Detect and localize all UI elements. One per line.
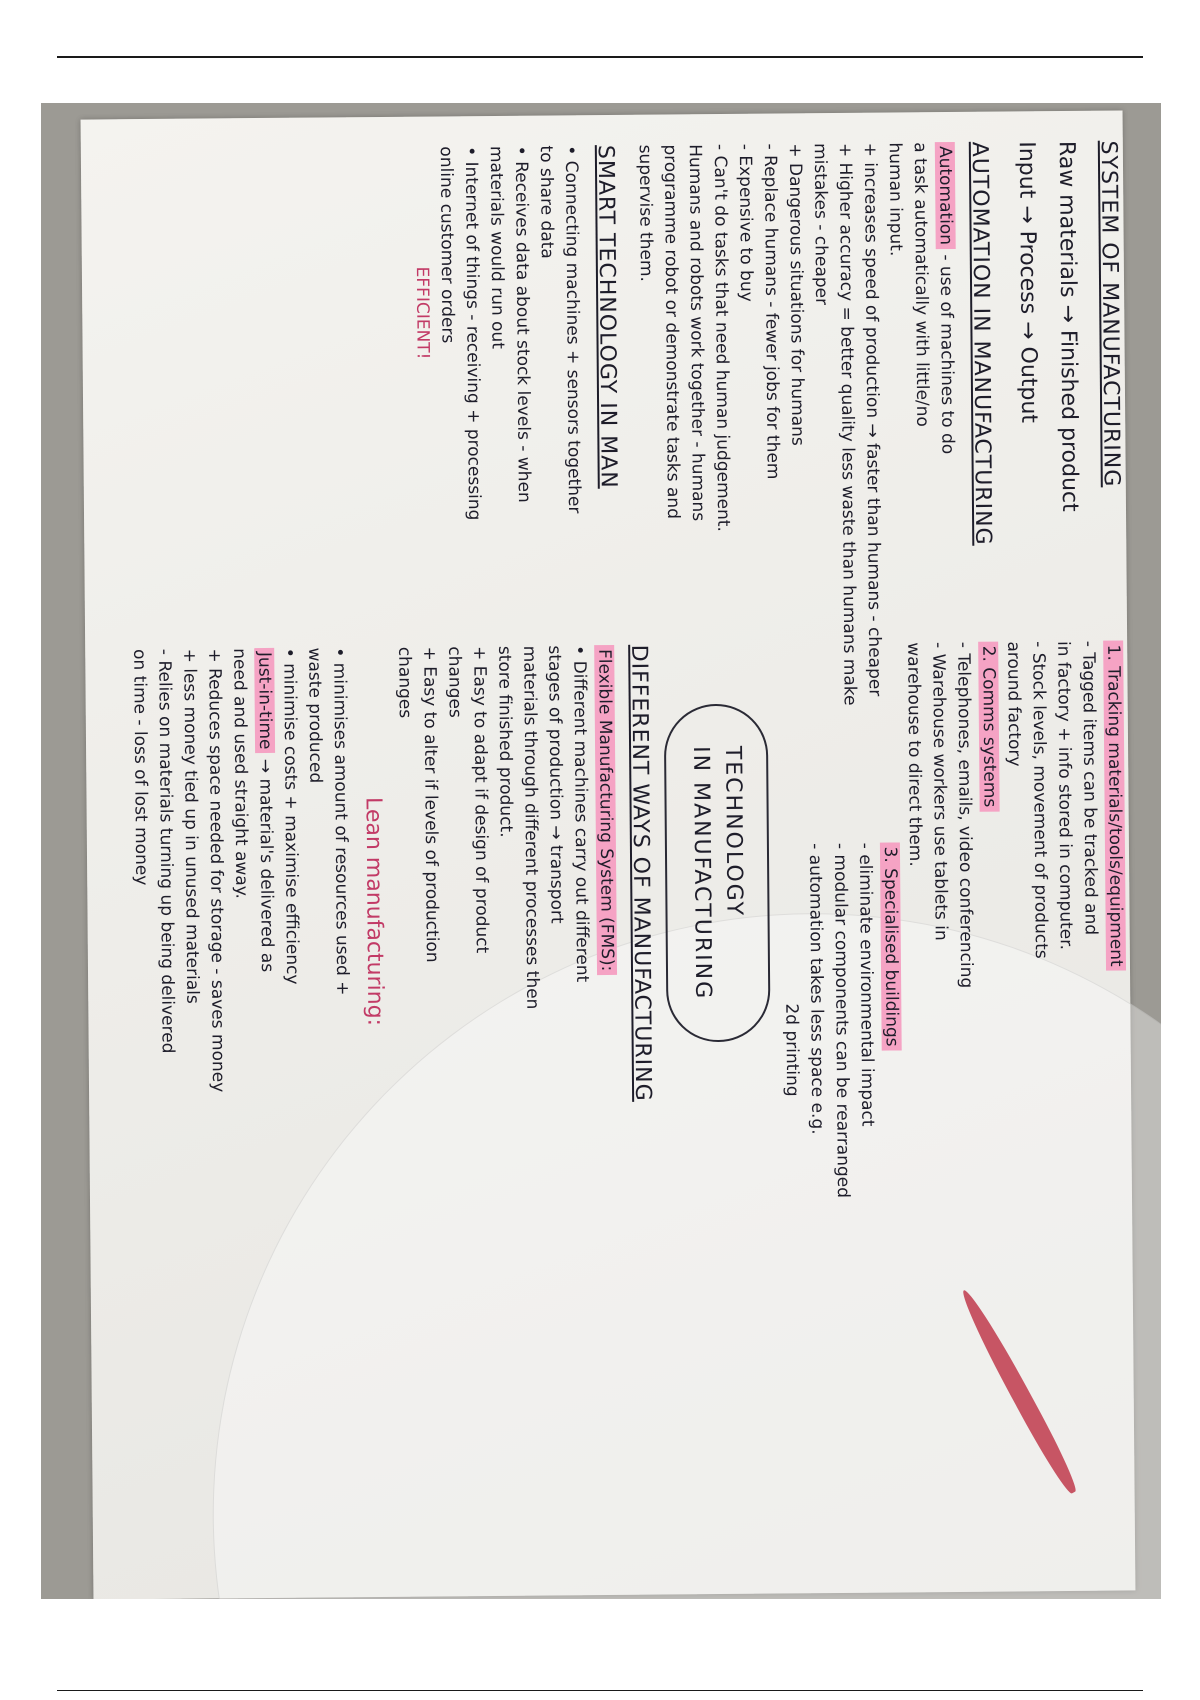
fms-line: changes xyxy=(444,646,465,718)
jit-heading xyxy=(251,648,281,1168)
automation-line: programme robot or demonstrate tasks and xyxy=(659,144,684,520)
automation-line: - Can't do tasks that need human judgement. xyxy=(709,143,734,532)
automation-line: + increases speed of production → faster than humans - cheaper xyxy=(859,142,885,697)
automation-def-text: - use of machines to do xyxy=(935,248,958,455)
jit-line: need and used straight away. xyxy=(229,648,252,899)
lean-line: • minimise costs + maximise efficiency xyxy=(279,647,303,985)
automation-line: - Expensive to buy xyxy=(734,143,757,302)
comms-line: warehouse to direct them. xyxy=(903,642,926,867)
fms-line: + Easy to alter if levels of production xyxy=(419,646,442,963)
tracking-line: - Stock levels, movement of products xyxy=(1028,641,1051,959)
handwritten-notes xyxy=(81,120,1134,1599)
ways-title: DIFFERENT WAYS OF MANUFACTURING xyxy=(626,644,656,1102)
fms-title-text: Flexible Manufacturing System (FMS): xyxy=(594,645,617,976)
notes-photo xyxy=(41,103,1161,1599)
lean-title: Lean manufacturing: xyxy=(360,796,388,1027)
jit-line: + less money tied up in unused materials xyxy=(179,648,203,1004)
efficient-note: EFFICIENT! xyxy=(411,266,433,360)
automation-line: supervise them. xyxy=(634,144,656,282)
fms-line: store finished product. xyxy=(494,645,516,838)
tracking-line: - Tagged items can be tracked and xyxy=(1078,640,1101,936)
system-line-2: Input → Process → Output xyxy=(1013,141,1042,424)
fms-line: stages of production → transport xyxy=(544,645,567,924)
automation-line: mistakes - cheaper xyxy=(809,143,832,306)
specialised-title-text: 3. Specialised buildings xyxy=(880,842,902,1050)
smart-line: • Internet of things - receiving + processing xyxy=(460,146,485,521)
right-column xyxy=(126,640,1129,1199)
tracking-title-text: 1. Tracking materials/tools/equipment xyxy=(1103,640,1126,970)
automation-line: a task automatically with little/no xyxy=(909,142,933,427)
automation-line: - Replace humans - fewer jobs for them xyxy=(759,143,783,480)
comms-line: - Warehouse workers use tablets in xyxy=(928,642,951,941)
automation-label: Automation xyxy=(935,142,956,249)
automation-title: AUTOMATION IN MANUFACTURING xyxy=(966,141,996,546)
specialised-line: - modular components can be rearranged xyxy=(829,842,854,1199)
automation-line: human input. xyxy=(884,142,906,257)
comms-title-text: 2. Comms systems xyxy=(978,642,999,812)
smart-line: • Receives data about stock levels - when xyxy=(510,145,534,503)
tracking-title xyxy=(1100,640,1130,1160)
footer-rule xyxy=(57,1690,1143,1691)
lean-line: • minimises amount of resources used + xyxy=(329,647,353,996)
fms-line: changes xyxy=(394,646,415,719)
smart-line: to share data xyxy=(535,145,557,259)
automation-line: + Higher accuracy = better quality less waste than humans make xyxy=(834,142,860,706)
comms-title xyxy=(975,642,1005,1162)
cloud-line: IN MANUFACTURING xyxy=(688,746,716,1001)
smart-line: • Connecting machines + sensors together xyxy=(560,145,585,514)
automation-line: + Dangerous situations for humans xyxy=(784,143,808,446)
fms-line: + Easy to adapt if design of product xyxy=(469,646,492,954)
tracking-line: around factory xyxy=(1003,641,1025,767)
jit-title: Just-in-time xyxy=(254,648,275,754)
fms-line: • Different machines carry out different xyxy=(569,645,593,983)
jit-title-rest: → material's delivered as xyxy=(255,753,278,973)
paper-sheet xyxy=(81,110,1136,1599)
technology-cloud xyxy=(664,704,771,1043)
smart-line: online customer orders xyxy=(435,146,458,344)
specialised-line: - automation takes less space e.g. xyxy=(804,843,828,1135)
comms-line: - Telephones, emails, video conferencing xyxy=(953,641,977,989)
smart-line: materials would run out xyxy=(485,145,508,350)
jit-line: + Reduces space needed for storage - saves money xyxy=(204,648,229,1093)
cloud-line: TECHNOLOGY xyxy=(720,745,747,918)
system-title: SYSTEM OF MANUFACTURING xyxy=(1095,140,1124,488)
tracking-line: in factory + info stored in computer. xyxy=(1053,640,1076,951)
jit-line: - Relies on materials turning up being delivered xyxy=(154,648,178,1054)
system-line-1: Raw materials → Finished product xyxy=(1053,140,1083,512)
header-rule xyxy=(57,56,1143,58)
lean-line: waste produced xyxy=(304,647,326,784)
specialised-line: 2d printing xyxy=(781,1003,803,1097)
fms-title xyxy=(591,645,621,1165)
automation-line: Humans and robots work together - humans xyxy=(684,144,709,522)
automation-definition xyxy=(932,142,961,622)
specialised-line: - eliminate environmental impact xyxy=(854,842,878,1127)
smart-title: SMART TECHNOLOGY IN MAN xyxy=(592,144,621,489)
fms-line: materials through different processes then xyxy=(519,645,543,1010)
jit-line: on time - loss of lost money xyxy=(129,648,152,886)
